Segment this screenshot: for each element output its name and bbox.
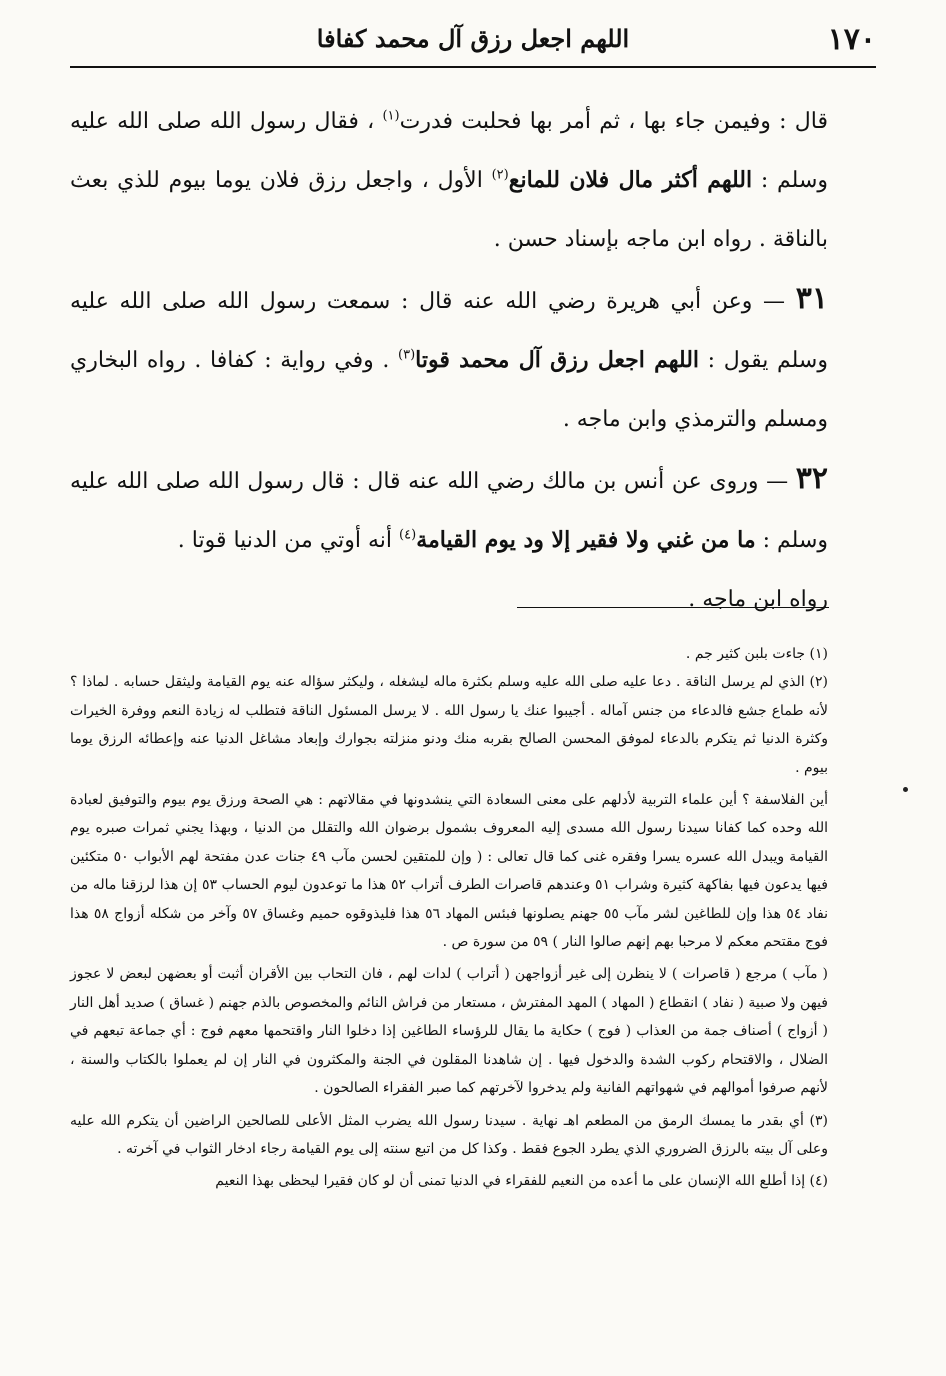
hadith-number-32: ٣٢ <box>795 461 829 496</box>
footnote-2: (٢) الذي لم يرسل الناقة . دعا عليه صلى الله عليه وسلم بكثرة ماله ليشغله ، وليكثر سؤاله عنه يوم القيامة وليثقل حسابه . لماذا ؟ لأنه طماع جشع فالدعاء من جنس آماله . أجيبوا عنك يا رسول الله . لا يرسل المسئول الناقة فتطلب له زيادة النعم ووفرة الخيرات وكثرة الدنيا ثم يتكرم بالدعاء لموفق المحسن الصالح بقربه منك ودنو منزلته بجوارك وإبعاد مشاغل الدنيا عنه وإعطائه الرزق يوما بيوم . <box>70 674 828 776</box>
footnote-ref-1: (١) <box>382 108 400 124</box>
paragraph-hadith-32: ٣٢ — وروى عن أنس بن مالك رضي الله عنه قال : قال رسول الله صلى الله عليه وسلم : ما من غني ولا فقير إلا ود يوم القيامة$^{(٤)}$ أنه أوتي من الدنيا قوتا . رواه ابن ماجه . <box>70 461 829 612</box>
footnote-2-glossary: ( مآب ) مرجع ( قاصرات ) لا ينظرن إلى غير أزواجهن ( أتراب ) لدات لهم ، فان التحاب بين الأقران أثبت أو بعضهن لبعض لا عجوز فيهن ولا صبية ( نفاد ) انقطاع ( المهاد ) المهد المفترش ، مستعار من فراش النائم والمخصوص بالذم جهنم ( غساق ) صديد أهل النار ( أزواج ) أصناف جمة من العذاب ( فوج ) حكاية ما يقال للرؤساء الطاغين إذا دخلوا النار واقتحمها معهم فوج : أي جماعة تبعهم في الضلال ، والاقتحام ركوب الشدة والدخول فيها . إن شاهدنا المقلون في الجنة والمكثرون في النار إن لم يعملوا بالكتاب والسنة ، لأنهم صرفوا أموالهم في شهواتهم الفانية ولم يدخروا لآخرتهم كما صبر الفقراء الصالحون . <box>70 966 828 1097</box>
footnote-1: (١) جاءت بلبن كثير جم . <box>685 646 828 662</box>
prophetic-quote: اللهم أكثر مال فلان للمانع <box>508 167 753 193</box>
paragraph-hadith-30-end: قال : وفيمن جاء بها ، ثم أمر بها فحلبت فدرت$^{(١)}$ ، فقال رسول الله صلى الله عليه وسلم : اللهم أكثر مال فلان للمانع$^{(٢)}$ الأول ، واجعل رزق فلان يوما بيوم للذي بعث بالناقة . رواه ابن ماجه بإسناد حسن . <box>70 108 829 252</box>
page-number: ١٧٠ <box>827 22 876 57</box>
footnote-4: (٤) إذا أطلع الله الإنسان على ما أعده من النعيم للفقراء في الدنيا تمنى أن لو كان فقيرا ليحظى بهذا النعيم <box>215 1173 828 1190</box>
header-rule <box>70 66 876 68</box>
page-header <box>70 18 876 60</box>
running-title: اللهم اجعل رزق آل محمد كفافا <box>316 24 630 53</box>
prophetic-quote: اللهم اجعل رزق آل محمد قوتا <box>415 347 700 373</box>
hadith-number-31: ٣١ <box>795 281 828 316</box>
footnote-3: (٣) أي بقدر ما يمسك الرمق من المطعم اهـ نهاية . سيدنا رسول الله يضرب المثل الأعلى للصالحين الراضين أن يتكرم الله عليه وعلى آل بيته بالرزق الضروري الذي يطرد الجوع فقط . وكذا كل من اتبع سنته إلى يوم القيامة رجاء ادخار الثواب في آخرته . <box>70 1112 828 1157</box>
paragraph-hadith-31: ٣١ — وعن أبي هريرة رضي الله عنه قال : سمعت رسول الله صلى الله عليه وسلم يقول : اللهم اجعل رزق آل محمد قوتا$^{(٣)}$ . وفي رواية : كفافا . رواه البخاري ومسلم والترمذي وابن ماجه . <box>70 281 828 432</box>
prophetic-quote: ما من غني ولا فقير إلا ود يوم القيامة <box>416 527 756 553</box>
footnote-ref-2: (٢) <box>491 167 509 183</box>
footnote-ref-3: (٣) <box>398 347 416 363</box>
main-text <box>70 92 828 629</box>
margin-dot <box>903 787 908 792</box>
footnote-2-commentary: أين الفلاسفة ؟ أين علماء التربية لأدلهم على معنى السعادة التي ينشدونها في مقالاتهم : هي الصحة ورزق يوم بيوم والتوفيق لعبادة الله وحده كما كفانا سيدنا رسول الله مسدى إليه المعروف بشمول برضوان الله والتقلل من الدنيا ، وبهذا يجني ثمرات صبره يوم القيامة ويبدل الله عسره يسرا وفقره غنى كما قال تعالى : ( وإن للمتقين لحسن مآب ٤٩ جنات عدن مفتحة لهم الأبواب ٥٠ متكئين فيها يدعون فيها بفاكهة كثيرة وشراب ٥١ وعندهم قاصرات الطرف أتراب ٥٢ هذا ما توعدون ليوم الحساب ٥٣ إن هذا لرزقنا ماله من نفاد ٥٤ هذا وإن للطاغين لشر مآب ٥٥ جهنم يصلونها فبئس المهاد ٥٦ هذا فليذوقوه حميم وغساق ٥٧ وآخر من شكله أزواج ٥٨ هذا فوج مقتحم معكم لا مرحبا بهم إنهم صالوا النار ) ٥٩ من سورة ص . <box>70 792 828 951</box>
footnote-ref-4: (٤) <box>399 527 417 543</box>
footnotes <box>70 640 828 1196</box>
footnote-separator <box>517 607 829 608</box>
